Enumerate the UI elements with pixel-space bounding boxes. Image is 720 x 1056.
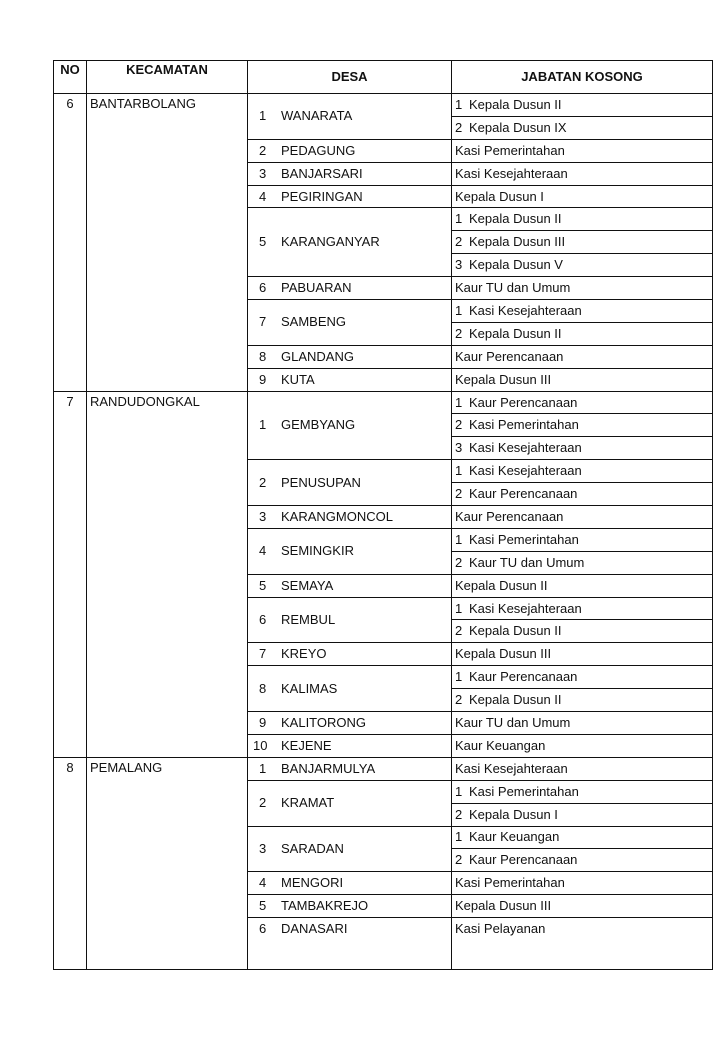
desa-name: GEMBYANG	[281, 417, 356, 433]
jabatan-number: 1	[455, 783, 463, 799]
desa-number: 2	[259, 795, 267, 811]
header-desa: DESA	[248, 61, 452, 94]
desa-number: 1	[259, 108, 267, 124]
jabatan-text: Kepala Dusun II	[469, 96, 562, 112]
jabatan-kosong-cell	[452, 826, 713, 849]
desa-number: 5	[259, 577, 267, 593]
jabatan-number: 2	[455, 325, 463, 341]
desa-number: 7	[259, 314, 267, 330]
jabatan-kosong-cell	[452, 620, 713, 643]
jabatan-number: 1	[455, 394, 463, 410]
desa-cell	[248, 895, 452, 918]
desa-cell	[248, 139, 452, 162]
desa-cell	[248, 757, 452, 780]
desa-cell	[248, 826, 452, 872]
jabatan-text: Kasi Pemerintahan	[455, 142, 565, 158]
vacant-positions-table	[53, 60, 713, 970]
desa-number: 1	[259, 760, 267, 776]
desa-name: KEJENE	[281, 737, 332, 753]
desa-number: 2	[259, 474, 267, 490]
desa-number: 10	[253, 737, 268, 753]
kecamatan-number: 7	[54, 391, 87, 757]
desa-cell	[248, 666, 452, 712]
jabatan-kosong-cell	[452, 506, 713, 529]
jabatan-kosong-cell	[452, 666, 713, 689]
jabatan-number: 2	[455, 554, 463, 570]
jabatan-kosong-cell	[452, 322, 713, 345]
jabatan-kosong-cell	[452, 162, 713, 185]
jabatan-text: Kasi Kesejahteraan	[455, 760, 568, 776]
jabatan-text: Kaur Perencanaan	[455, 508, 564, 524]
desa-cell	[248, 391, 452, 460]
jabatan-text: Kasi Pemerintahan	[455, 875, 565, 891]
jabatan-text: Kepala Dusun III	[455, 371, 552, 387]
desa-name: BANJARMULYA	[281, 760, 376, 776]
jabatan-number: 2	[455, 852, 463, 868]
desa-number: 9	[259, 714, 267, 730]
jabatan-text: Kaur TU dan Umum	[455, 280, 571, 296]
desa-number: 8	[259, 348, 267, 364]
table-header-row	[54, 61, 713, 94]
jabatan-text: Kasi Kesejahteraan	[469, 463, 582, 479]
desa-name: SEMAYA	[281, 577, 334, 593]
jabatan-number: 2	[455, 486, 463, 502]
desa-number: 4	[259, 543, 267, 559]
desa-number: 3	[259, 165, 267, 181]
desa-cell	[248, 300, 452, 346]
jabatan-kosong-cell	[452, 689, 713, 712]
desa-number: 5	[259, 234, 267, 250]
jabatan-number: 2	[455, 692, 463, 708]
jabatan-kosong-cell	[452, 368, 713, 391]
jabatan-number: 1	[455, 669, 463, 685]
jabatan-number: 1	[455, 829, 463, 845]
kecamatan-name: RANDUDONGKAL	[87, 391, 248, 757]
jabatan-text: Kepala Dusun I	[469, 806, 558, 822]
desa-cell	[248, 185, 452, 208]
desa-cell	[248, 918, 452, 970]
kecamatan-number: 8	[54, 757, 87, 969]
jabatan-kosong-cell	[452, 895, 713, 918]
desa-name: MENGORI	[281, 875, 344, 891]
jabatan-number: 1	[455, 211, 463, 227]
jabatan-kosong-cell	[452, 803, 713, 826]
desa-name: GLANDANG	[281, 348, 354, 364]
desa-name: REMBUL	[281, 611, 336, 627]
jabatan-text: Kaur Perencanaan	[469, 394, 578, 410]
jabatan-kosong-cell	[452, 780, 713, 803]
desa-cell	[248, 780, 452, 826]
desa-number: 8	[259, 680, 267, 696]
jabatan-number: 2	[455, 623, 463, 639]
jabatan-kosong-cell	[452, 757, 713, 780]
desa-cell	[248, 368, 452, 391]
desa-name: KUTA	[281, 371, 315, 387]
jabatan-kosong-cell	[452, 437, 713, 460]
desa-cell	[248, 528, 452, 574]
jabatan-text: Kasi Kesejahteraan	[469, 440, 582, 456]
desa-name: KARANGMONCOL	[281, 508, 393, 524]
jabatan-text: Kaur Keuangan	[455, 737, 546, 753]
jabatan-kosong-cell	[452, 849, 713, 872]
desa-name: KALITORONG	[281, 714, 367, 730]
jabatan-kosong-cell	[452, 872, 713, 895]
desa-cell	[248, 162, 452, 185]
jabatan-number: 1	[455, 531, 463, 547]
jabatan-text: Kepala Dusun I	[455, 188, 544, 204]
jabatan-kosong-cell	[452, 414, 713, 437]
desa-number: 1	[259, 417, 267, 433]
jabatan-kosong-cell	[452, 528, 713, 551]
desa-name: DANASARI	[281, 921, 348, 937]
desa-cell	[248, 506, 452, 529]
jabatan-number: 1	[455, 96, 463, 112]
desa-name: KARANGANYAR	[281, 234, 380, 250]
desa-name: PABUARAN	[281, 280, 352, 296]
desa-number: 9	[259, 371, 267, 387]
desa-number: 6	[259, 280, 267, 296]
table-row	[54, 94, 713, 117]
jabatan-text: Kaur Perencanaan	[469, 852, 578, 868]
desa-name: SAMBENG	[281, 314, 347, 330]
desa-number: 2	[259, 142, 267, 158]
jabatan-number: 1	[455, 463, 463, 479]
jabatan-kosong-cell	[452, 345, 713, 368]
desa-number: 3	[259, 508, 267, 524]
desa-name: WANARATA	[281, 108, 353, 124]
desa-cell	[248, 460, 452, 506]
jabatan-text: Kepala Dusun IX	[469, 119, 567, 135]
jabatan-number: 1	[455, 302, 463, 318]
jabatan-text: Kaur Perencanaan	[455, 348, 564, 364]
desa-name: SARADAN	[281, 840, 344, 856]
jabatan-kosong-cell	[452, 643, 713, 666]
jabatan-kosong-cell	[452, 734, 713, 757]
jabatan-text: Kaur TU dan Umum	[455, 714, 571, 730]
header-jabatan-kosong: JABATAN KOSONG	[452, 61, 713, 94]
jabatan-number: 1	[455, 600, 463, 616]
jabatan-kosong-cell	[452, 460, 713, 483]
desa-cell	[248, 643, 452, 666]
kecamatan-name: PEMALANG	[87, 757, 248, 969]
desa-number: 4	[259, 875, 267, 891]
jabatan-text: Kepala Dusun III	[455, 898, 552, 914]
jabatan-kosong-cell	[452, 300, 713, 323]
desa-number: 4	[259, 188, 267, 204]
jabatan-text: Kepala Dusun II	[455, 577, 548, 593]
jabatan-text: Kaur TU dan Umum	[469, 554, 585, 570]
desa-name: TAMBAKREJO	[281, 898, 369, 914]
jabatan-kosong-cell	[452, 116, 713, 139]
desa-name: PEDAGUNG	[281, 142, 356, 158]
jabatan-kosong-cell	[452, 574, 713, 597]
desa-name: PEGIRINGAN	[281, 188, 363, 204]
desa-cell	[248, 712, 452, 735]
desa-cell	[248, 345, 452, 368]
jabatan-text: Kepala Dusun III	[469, 234, 566, 250]
jabatan-text: Kepala Dusun II	[469, 623, 562, 639]
jabatan-kosong-cell	[452, 231, 713, 254]
jabatan-number: 3	[455, 257, 463, 273]
desa-cell	[248, 597, 452, 643]
jabatan-kosong-cell	[452, 391, 713, 414]
jabatan-kosong-cell	[452, 918, 713, 970]
jabatan-text: Kepala Dusun V	[469, 257, 563, 273]
header-kecamatan: KECAMATAN	[87, 61, 248, 94]
jabatan-kosong-cell	[452, 277, 713, 300]
jabatan-number: 2	[455, 234, 463, 250]
desa-number: 5	[259, 898, 267, 914]
jabatan-number: 2	[455, 417, 463, 433]
desa-cell	[248, 574, 452, 597]
jabatan-text: Kepala Dusun III	[455, 646, 552, 662]
jabatan-kosong-cell	[452, 185, 713, 208]
desa-cell	[248, 872, 452, 895]
desa-cell	[248, 94, 452, 140]
desa-number: 7	[259, 646, 267, 662]
jabatan-text: Kepala Dusun II	[469, 211, 562, 227]
desa-number: 6	[259, 611, 267, 627]
kecamatan-number: 6	[54, 94, 87, 392]
jabatan-number: 2	[455, 119, 463, 135]
jabatan-kosong-cell	[452, 254, 713, 277]
jabatan-text: Kepala Dusun II	[469, 325, 562, 341]
kecamatan-name: BANTARBOLANG	[87, 94, 248, 392]
jabatan-kosong-cell	[452, 483, 713, 506]
jabatan-text: Kaur Keuangan	[469, 829, 560, 845]
jabatan-text: Kasi Pemerintahan	[469, 417, 579, 433]
desa-cell	[248, 277, 452, 300]
desa-cell	[248, 208, 452, 277]
jabatan-kosong-cell	[452, 597, 713, 620]
table-row	[54, 391, 713, 414]
desa-name: KALIMAS	[281, 680, 338, 696]
desa-number: 3	[259, 840, 267, 856]
jabatan-kosong-cell	[452, 712, 713, 735]
jabatan-text: Kasi Pelayanan	[455, 921, 546, 937]
jabatan-text: Kasi Kesejahteraan	[469, 600, 582, 616]
desa-name: PENUSUPAN	[281, 474, 361, 490]
jabatan-text: Kasi Pemerintahan	[469, 783, 579, 799]
jabatan-number: 2	[455, 806, 463, 822]
jabatan-text: Kepala Dusun II	[469, 692, 562, 708]
desa-cell	[248, 734, 452, 757]
jabatan-kosong-cell	[452, 94, 713, 117]
jabatan-text: Kaur Perencanaan	[469, 486, 578, 502]
desa-name: BANJARSARI	[281, 165, 363, 181]
jabatan-kosong-cell	[452, 139, 713, 162]
jabatan-number: 3	[455, 440, 463, 456]
jabatan-text: Kasi Kesejahteraan	[455, 165, 568, 181]
jabatan-text: Kasi Pemerintahan	[469, 531, 579, 547]
table-row	[54, 757, 713, 780]
jabatan-text: Kaur Perencanaan	[469, 669, 578, 685]
desa-name: SEMINGKIR	[281, 543, 354, 559]
desa-number: 6	[259, 921, 267, 937]
desa-name: KREYO	[281, 646, 327, 662]
desa-name: KRAMAT	[281, 795, 335, 811]
jabatan-text: Kasi Kesejahteraan	[469, 302, 582, 318]
jabatan-kosong-cell	[452, 551, 713, 574]
header-no: NO	[54, 61, 87, 94]
jabatan-kosong-cell	[452, 208, 713, 231]
